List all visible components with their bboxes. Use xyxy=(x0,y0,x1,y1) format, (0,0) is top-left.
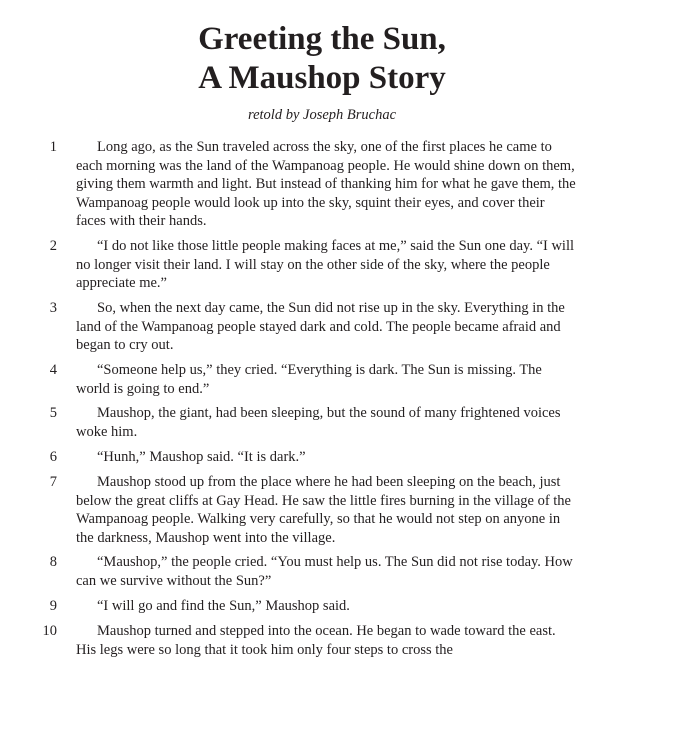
paragraph-number: 7 xyxy=(49,474,57,490)
paragraph-number: 10 xyxy=(42,623,57,639)
paragraph-number: 6 xyxy=(49,449,57,465)
paragraph-text: “Someone help us,” they cried. “Everything is dark. The Sun is missing. The world is going to end.” xyxy=(76,362,542,397)
paragraph-number: 4 xyxy=(49,362,57,378)
paragraph-text: Long ago, as the Sun traveled across the sky, one of the first places he came to each morning was the land of the Wampanoag people. He would shine down on them, giving them warmth and light. But instead of thanking him for what he gave them, the Wampanoag people would look up into the sky, squint their eyes, and cover their faces with their hands. xyxy=(76,139,576,229)
paragraph-text: “Maushop,” the people cried. “You must help us. The Sun did not rise today. How can we survive without the Sun?” xyxy=(76,554,573,589)
paragraph-number: 2 xyxy=(49,238,57,254)
story-title-line-2: A Maushop Story xyxy=(198,60,446,96)
story-title-line-1: Greeting the Sun, xyxy=(198,21,446,57)
paragraph-number: 5 xyxy=(49,405,57,421)
paragraph-text: Maushop stood up from the place where he had been sleeping on the beach, just below the great cliffs at Gay Head. He saw the little fires burning in the village of the Wampanoag people. Walking very carefully, so that he would not step on anyone in the darkness, Maushop went into the village. xyxy=(76,474,571,546)
paragraph-text: So, when the next day came, the Sun did not rise up in the sky. Everything in the land of the Wampanoag people stayed dark and cold. The people became afraid and began to cry out. xyxy=(76,300,565,353)
paragraph-text: “Hunh,” Maushop said. “It is dark.” xyxy=(97,449,306,465)
paragraph-number: 8 xyxy=(49,554,57,570)
paragraph-text: Maushop turned and stepped into the ocean. He began to wade toward the east. His legs were so long that it took him only four steps to cross the xyxy=(76,623,556,658)
paragraph-number: 1 xyxy=(49,139,57,155)
paragraph-number: 9 xyxy=(49,598,57,614)
paragraph-text: “I will go and find the Sun,” Maushop said. xyxy=(97,598,350,614)
story-byline: retold by Joseph Bruchac xyxy=(247,107,397,123)
paragraph-text: “I do not like those little people making faces at me,” said the Sun one day. “I will no longer visit their land. I will stay on the other side of the sky, where the people appreciate me.” xyxy=(76,238,575,291)
paragraph-text: Maushop, the giant, had been sleeping, but the sound of many frightened voices woke him. xyxy=(76,405,561,440)
paragraph-number: 3 xyxy=(49,300,57,316)
